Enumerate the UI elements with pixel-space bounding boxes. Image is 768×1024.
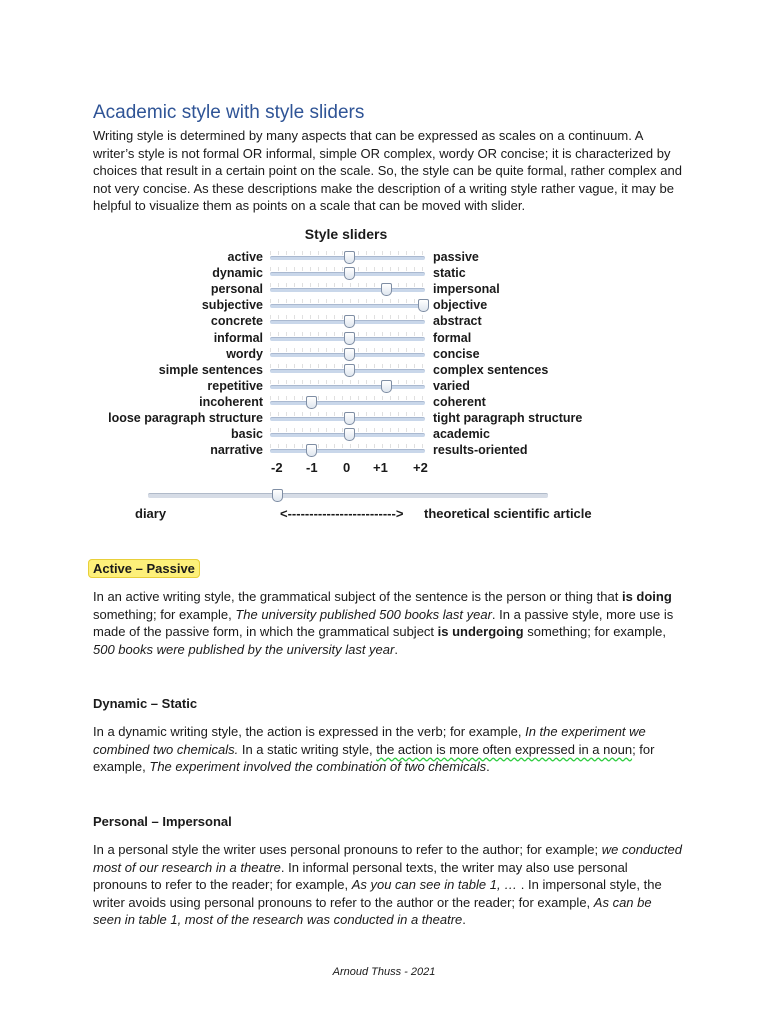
slider-left-label: personal (210, 282, 263, 297)
slider-ticks (270, 299, 425, 303)
overall-slider-thumb (272, 489, 283, 502)
scale-label: -2 (271, 460, 283, 475)
grammar-underline: the action is more often expressed in a noun (376, 741, 633, 757)
paragraph-active-passive: In an active writing style, the grammatical subject of the sentence is the person or thing that is doing something; for example, The university published 500 books last year. In a passive style, more use is made of the passive form, in which the grammatical subject is undergoing something; for example, 500 books were published by the university last year. (93, 589, 674, 657)
slider-thumb (381, 283, 392, 296)
slider-left-label: active (227, 250, 263, 264)
slider-thumb (344, 348, 355, 361)
slider-row (0, 362, 768, 378)
slider-track (270, 449, 425, 453)
intro-paragraph: Writing style is determined by many aspects that can be expressed as scales on a continuum. A writer’s style is not formal OR informal, simple OR complex, wordy OR concise; it is characterized by choices that result in a certain point on the scale. So, the style can be quite formal, rather complex and not very concise. As these descriptions make the description of a writing style rather vague, it may be helpful to visualize them as points on a scale that can be moved with slider. (93, 128, 682, 213)
slider-ticks (270, 396, 425, 400)
slider-thumb (381, 380, 392, 393)
slider-left-label: subjective (201, 298, 263, 313)
scale-label: -1 (306, 460, 318, 475)
slider-left-label: loose paragraph structure (108, 411, 263, 425)
section-heading-personal-impersonal: Personal – Impersonal (93, 814, 232, 829)
slider-ticks (270, 380, 425, 384)
page-footer: Arnoud Thuss - 2021 (332, 966, 436, 978)
slider-track (270, 304, 425, 308)
slider-row (0, 249, 768, 265)
slider-left-label: informal (213, 330, 263, 345)
slider-row (0, 281, 768, 297)
slider-track (270, 288, 425, 292)
slider-thumb (344, 267, 355, 280)
slider-row (0, 426, 768, 442)
section-heading-active-passive (93, 561, 200, 576)
slider-track (270, 385, 425, 389)
overall-left-label: diary (135, 506, 167, 521)
slider-row (0, 265, 768, 281)
scale-label: 0 (343, 460, 351, 475)
overall-slider-track (148, 493, 548, 498)
overall-right-label: theoretical scientific article (424, 506, 592, 521)
slider-right-label: complex sentences (433, 362, 549, 377)
slider-thumb (344, 332, 355, 345)
paragraph-dynamic-static: In a dynamic writing style, the action is expressed in the verb; for example, In the experiment we combined two chemicals. In a static writing style, the action is more often expressed in a noun; for example, The experiment involved the combination of two chemicals. (93, 724, 655, 774)
slider-thumb (344, 428, 355, 441)
slider-left-label: simple sentences (158, 362, 263, 377)
highlight: Active – Passive (88, 559, 200, 578)
scale-label: +1 (373, 460, 388, 475)
slider-left-label: wordy (226, 346, 263, 361)
scale-label: +2 (413, 460, 428, 475)
slider-right-label: formal (433, 330, 472, 345)
overall-arrow: <-------------------------> (280, 506, 404, 521)
slider-left-label: concrete (210, 314, 263, 329)
slider-right-label: academic (433, 427, 490, 442)
slider-right-label: passive (433, 250, 479, 264)
slider-row (0, 410, 768, 426)
slider-left-label: repetitive (207, 378, 263, 393)
slider-row (0, 297, 768, 313)
slider-thumb (344, 251, 355, 264)
slider-right-label: results-oriented (433, 443, 528, 458)
slider-thumb (306, 396, 317, 409)
slider-row (0, 394, 768, 410)
slider-row (0, 346, 768, 362)
slider-track (270, 401, 425, 405)
slider-thumb (344, 315, 355, 328)
slider-right-label: static (433, 266, 466, 281)
slider-right-label: abstract (433, 314, 482, 329)
slider-left-label: narrative (210, 443, 263, 458)
slider-ticks (270, 444, 425, 448)
section-heading-dynamic-static: Dynamic – Static (93, 696, 198, 711)
slider-right-label: tight paragraph structure (433, 411, 583, 425)
slider-row (0, 313, 768, 329)
slider-thumb (306, 444, 317, 457)
slider-ticks (270, 283, 425, 287)
slider-thumb (344, 412, 355, 425)
figure-title: Style sliders (304, 226, 388, 242)
slider-row (0, 378, 768, 394)
slider-right-label: coherent (433, 394, 486, 409)
slider-left-label: basic (231, 427, 263, 442)
slider-right-label: concise (433, 346, 480, 361)
slider-right-label: objective (433, 298, 488, 313)
slider-thumb (418, 299, 429, 312)
slider-right-label: varied (433, 378, 470, 393)
slider-row (0, 330, 768, 346)
slider-left-label: dynamic (212, 266, 263, 281)
paragraph-personal-impersonal: In a personal style the writer uses personal pronouns to refer to the author; for example; we conducted most of our research in a theatre. In informal personal texts, the writer may also use personal pronouns to refer to the reader; for example, As you can see in table 1, … . In impersonal style, the writer avoids using personal pronouns to refer to the author or the reader; for example, As can be seen in table 1, most of the research was conducted in a theatre. (93, 842, 682, 927)
page-title: Academic style with style sliders (93, 102, 365, 123)
slider-thumb (344, 364, 355, 377)
slider-right-label: impersonal (433, 282, 500, 297)
slider-left-label: incoherent (199, 394, 263, 409)
slider-row (0, 442, 768, 458)
